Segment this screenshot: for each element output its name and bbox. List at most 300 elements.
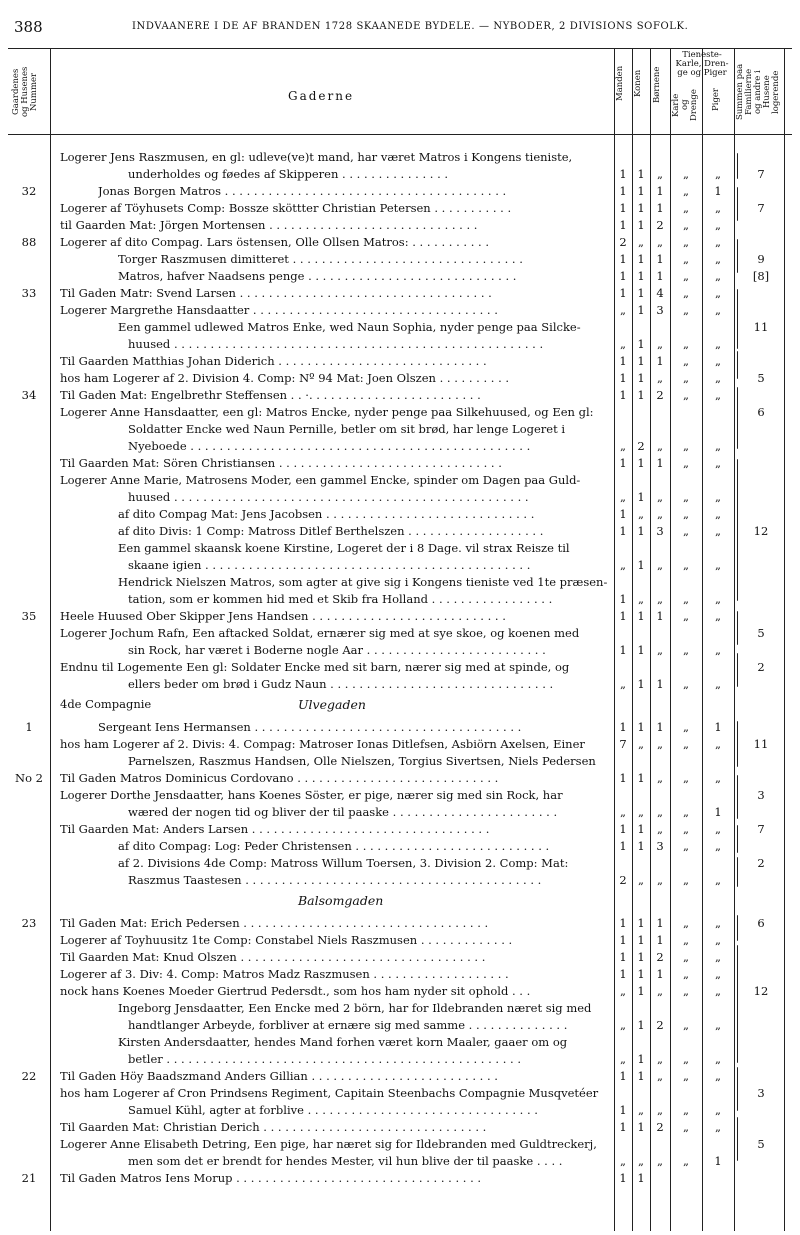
- count-m: „: [620, 337, 626, 351]
- street-heading: Ulvegaden: [298, 697, 366, 712]
- count-p: „: [715, 490, 721, 504]
- house-number: 1: [25, 720, 33, 734]
- ledger-row: [8, 1000, 792, 1017]
- count-m: 1: [619, 1171, 627, 1185]
- count-kd: „: [683, 677, 689, 691]
- count-kd: „: [683, 916, 689, 930]
- count-k: 1: [637, 269, 645, 283]
- count-m: 2: [619, 235, 627, 249]
- count-b: 1: [656, 916, 664, 930]
- entry-text: handtlanger Arbeyde, forbliver at ernære sig med samme . . . . . . . . . . . . . .: [128, 1018, 568, 1032]
- count-k: 1: [637, 984, 645, 998]
- count-k: 1: [637, 303, 645, 317]
- entry-text: Endnu til Logemente Een gl: Soldater Encke med sit barn, nærer sig med at spinde, og: [60, 660, 570, 674]
- ledger-row: [8, 370, 792, 387]
- ledger-row: [8, 1051, 792, 1068]
- header-gaderne: Gaderne: [288, 89, 355, 103]
- entry-text: Til Gaarden Mat: Christian Derich . . . . . . . . . . . . . . . . . . . . . . . . . . . . . . .: [60, 1120, 487, 1134]
- count-kd: „: [683, 1103, 689, 1117]
- family-sum: 6: [757, 916, 765, 930]
- entry-text: Logerer Anne Marie, Matrosens Moder, een gammel Encke, spinder om Dagen paa Guld-: [60, 473, 581, 487]
- count-kd: „: [683, 873, 689, 887]
- ledger-row: [8, 217, 792, 234]
- count-p: „: [715, 507, 721, 521]
- count-p: „: [715, 592, 721, 606]
- count-k: 2: [637, 439, 645, 453]
- count-p: 1: [714, 1154, 722, 1168]
- count-kd: „: [683, 984, 689, 998]
- ledger-row: [8, 855, 792, 872]
- ledger-row: [8, 1017, 792, 1034]
- count-p: „: [715, 1052, 721, 1066]
- count-b: „: [657, 643, 663, 657]
- count-k: „: [638, 1154, 644, 1168]
- count-k: 1: [637, 950, 645, 964]
- house-number: 33: [21, 286, 37, 300]
- ledger-row: [8, 1119, 792, 1136]
- count-p: „: [715, 916, 721, 930]
- count-k: 1: [637, 771, 645, 785]
- count-p: „: [715, 456, 721, 470]
- ledger-row: [8, 149, 792, 166]
- count-m: „: [620, 490, 626, 504]
- section-heading: [8, 893, 792, 913]
- house-number: 22: [21, 1069, 37, 1083]
- ledger-row: [8, 676, 792, 693]
- ledger-row: [8, 523, 792, 540]
- count-k: 1: [637, 252, 645, 266]
- count-m: 1: [619, 950, 627, 964]
- entry-text: Til Gaarden Matthias Johan Diderich . . . . . . . . . . . . . . . . . . . . . . . . . . . . .: [60, 354, 487, 368]
- ledger-row: [8, 183, 792, 200]
- ledger-row: [8, 251, 792, 268]
- brace-group: [737, 775, 738, 819]
- ledger-row: [8, 872, 792, 889]
- ledger-row: [8, 787, 792, 804]
- page-number: 388: [14, 18, 43, 36]
- count-p: „: [715, 303, 721, 317]
- entry-text: Logerer af Töyhusets Comp: Bossze sköttter Christian Petersen . . . . . . . . . . .: [60, 201, 512, 215]
- count-b: „: [657, 490, 663, 504]
- count-m: 1: [619, 252, 627, 266]
- ledger-row: [8, 166, 792, 183]
- count-p: „: [715, 269, 721, 283]
- ledger-row: [8, 1170, 792, 1187]
- brace-group: [737, 459, 738, 601]
- count-kd: „: [683, 1052, 689, 1066]
- entry-text: Til Gaden Matros Iens Morup . . . . . . . . . . . . . . . . . . . . . . . . . . . . . . . . . .: [60, 1171, 482, 1185]
- count-b: „: [657, 371, 663, 385]
- ledger-row: [8, 285, 792, 302]
- ledger-table: [8, 48, 792, 1231]
- count-k: 1: [637, 337, 645, 351]
- count-b: 1: [656, 720, 664, 734]
- ledger-row: [8, 1034, 792, 1051]
- count-kd: „: [683, 490, 689, 504]
- header-house-numbers: Gaardenes og Husenes Nummer: [11, 66, 39, 118]
- brace-group: [737, 153, 738, 179]
- entry-text: Kirsten Andersdaatter, hendes Mand forhen været korn Maaler, gaaer om og: [118, 1035, 568, 1049]
- ledger-row: [8, 540, 792, 557]
- count-kd: „: [683, 303, 689, 317]
- ledger-row: [8, 455, 792, 472]
- count-b: 1: [656, 609, 664, 623]
- entry-text: Logerer Margrethe Hansdaatter . . . . . . . . . . . . . . . . . . . . . . . . . . . . . . . . . .: [60, 303, 498, 317]
- count-k: „: [638, 737, 644, 751]
- header-manden: Manden: [615, 65, 625, 101]
- count-k: 1: [637, 524, 645, 538]
- street-heading: Balsomgaden: [298, 893, 384, 908]
- count-kd: „: [683, 950, 689, 964]
- ledger-row: [8, 387, 792, 404]
- count-kd: „: [683, 839, 689, 853]
- count-p: „: [715, 252, 721, 266]
- count-kd: „: [683, 822, 689, 836]
- count-b: „: [657, 439, 663, 453]
- count-kd: „: [683, 167, 689, 181]
- count-kd: „: [683, 592, 689, 606]
- ledger-row: [8, 1085, 792, 1102]
- count-p: „: [715, 771, 721, 785]
- section-heading: [8, 697, 792, 717]
- brace-group: [737, 351, 738, 379]
- count-m: „: [620, 1052, 626, 1066]
- count-p: „: [715, 839, 721, 853]
- count-k: 1: [637, 1018, 645, 1032]
- count-b: „: [657, 1052, 663, 1066]
- running-title: INDVAANERE I DE AF BRANDEN 1728 SKAANEDE BYDELE. — NYBODER, 2 DIVISIONS SOFOLK.: [132, 21, 689, 32]
- ledger-row: [8, 625, 792, 642]
- ledger-row: [8, 608, 792, 625]
- entry-text: Logerer af Toyhuusitz 1te Comp: Constabel Niels Raszmusen . . . . . . . . . . . . .: [60, 933, 513, 947]
- entry-text: Til Gaden Mat: Engelbrethr Steffensen . . ·. . . . . . . . . . . . . . . . . . . . . . . .: [60, 388, 481, 402]
- count-kd: „: [683, 1154, 689, 1168]
- count-k: „: [638, 507, 644, 521]
- count-m: 1: [619, 184, 627, 198]
- brace-group: [737, 721, 738, 767]
- family-sum: 5: [757, 371, 765, 385]
- count-p: „: [715, 524, 721, 538]
- brace-group: [737, 187, 738, 221]
- entry-text: Een gammel skaansk koene Kirstine, Logeret der i 8 Dage. vil strax Reisze til: [118, 541, 570, 555]
- count-k: 1: [637, 201, 645, 215]
- brace-group: [737, 611, 738, 645]
- entry-text: Til Gaden Mat: Erich Pedersen . . . . . . . . . . . . . . . . . . . . . . . . . . . . . . . . . .: [60, 916, 489, 930]
- entry-text: hos ham Logerer af 2. Divis: 4. Compag: Matroser Ionas Ditlefsen, Asbiörn Axelsen, Einer: [60, 737, 585, 751]
- count-k: 1: [637, 184, 645, 198]
- entry-text: Logerer Anne Hansdaatter, een gl: Matros Encke, nyder penge paa Silkehuused, og Een gl:: [60, 405, 594, 419]
- entry-text: Til Gaarden Mat: Anders Larsen . . . . . . . . . . . . . . . . . . . . . . . . . . . . . . . . .: [60, 822, 490, 836]
- ledger-row: [8, 302, 792, 319]
- family-sum: 7: [757, 201, 765, 215]
- count-p: „: [715, 354, 721, 368]
- ledger-row: [8, 770, 792, 787]
- count-k: „: [638, 805, 644, 819]
- count-p: „: [715, 201, 721, 215]
- ledger-row: [8, 438, 792, 455]
- count-m: 1: [619, 167, 627, 181]
- count-kd: „: [683, 609, 689, 623]
- count-m: 1: [619, 354, 627, 368]
- count-m: 1: [619, 456, 627, 470]
- entry-text: Til Gaarden Mat: Sören Christiansen . . . . . . . . . . . . . . . . . . . . . . . . . . . . . . .: [60, 456, 502, 470]
- count-p: „: [715, 337, 721, 351]
- brace-group: [737, 239, 738, 273]
- count-m: 1: [619, 1069, 627, 1083]
- count-k: 1: [637, 720, 645, 734]
- count-b: 1: [656, 252, 664, 266]
- ledger-row: [8, 1102, 792, 1119]
- count-b: „: [657, 337, 663, 351]
- entry-text: men som det er brendt for hendes Mester, vil hun blive der til paaske . . . .: [128, 1154, 563, 1168]
- ledger-row: [8, 983, 792, 1000]
- count-kd: „: [683, 643, 689, 657]
- count-m: 1: [619, 218, 627, 232]
- company-label: 4de Compagnie: [60, 697, 152, 711]
- brace-group: [737, 825, 738, 853]
- count-kd: „: [683, 456, 689, 470]
- count-m: „: [620, 677, 626, 691]
- count-b: „: [657, 167, 663, 181]
- ledger-row: [8, 915, 792, 932]
- entry-text: hos ham Logerer af Cron Prindsens Regiment, Capitain Steenbachs Compagnie Musqvetéer: [60, 1086, 599, 1100]
- count-m: 2: [619, 873, 627, 887]
- count-k: 1: [637, 388, 645, 402]
- count-kd: „: [683, 967, 689, 981]
- entry-text: Logerer Dorthe Jensdaatter, hans Koenes Söster, er pige, nærer sig med sin Rock, har: [60, 788, 563, 802]
- brace-group: [737, 289, 738, 349]
- count-m: 1: [619, 371, 627, 385]
- count-b: 1: [656, 456, 664, 470]
- count-m: 1: [619, 388, 627, 402]
- ledger-row: [8, 821, 792, 838]
- family-sum: 5: [757, 626, 765, 640]
- family-sum: 11: [753, 737, 769, 751]
- count-k: 1: [637, 558, 645, 572]
- brace-group: [737, 1117, 738, 1161]
- entry-text: Soldatter Encke wed Naun Pernille, betler om sit brød, har lenge Logeret i: [128, 422, 566, 436]
- house-number: 23: [21, 916, 37, 930]
- count-b: 1: [656, 184, 664, 198]
- ledger-row: [8, 753, 792, 770]
- count-k: 1: [637, 677, 645, 691]
- count-kd: „: [683, 388, 689, 402]
- running-head: [14, 18, 786, 38]
- count-b: „: [657, 771, 663, 785]
- count-b: „: [657, 805, 663, 819]
- count-b: 4: [656, 286, 664, 300]
- count-kd: „: [683, 354, 689, 368]
- count-k: 1: [637, 354, 645, 368]
- count-k: 1: [637, 916, 645, 930]
- count-p: „: [715, 218, 721, 232]
- count-kd: „: [683, 558, 689, 572]
- count-kd: „: [683, 201, 689, 215]
- count-b: „: [657, 737, 663, 751]
- count-b: 1: [656, 201, 664, 215]
- entry-text: af dito Divis: 1 Comp: Matross Ditlef Berthelszen . . . . . . . . . . . . . . . . . . .: [118, 524, 544, 538]
- count-p: „: [715, 873, 721, 887]
- count-kd: „: [683, 1120, 689, 1134]
- count-b: 3: [656, 524, 664, 538]
- count-m: 1: [619, 967, 627, 981]
- ledger-row: [8, 200, 792, 217]
- family-sum: 7: [757, 167, 765, 181]
- count-b: 2: [656, 388, 664, 402]
- count-k: 1: [637, 1171, 645, 1185]
- count-m: 1: [619, 201, 627, 215]
- entry-text: Logerer af 3. Div: 4. Comp: Matros Madz Raszmusen . . . . . . . . . . . . . . . . . . .: [60, 967, 509, 981]
- entry-text: Torger Raszmusen dimitteret . . . . . . . . . . . . . . . . . . . . . . . . . . . . . . . .: [118, 252, 523, 266]
- count-b: 3: [656, 303, 664, 317]
- count-p: „: [715, 388, 721, 402]
- count-m: „: [620, 1018, 626, 1032]
- house-number: 88: [21, 235, 37, 249]
- count-b: „: [657, 1103, 663, 1117]
- count-b: 1: [656, 967, 664, 981]
- count-p: „: [715, 984, 721, 998]
- count-kd: „: [683, 737, 689, 751]
- house-number: 34: [21, 388, 37, 402]
- count-p: 1: [714, 720, 722, 734]
- count-m: „: [620, 303, 626, 317]
- count-p: „: [715, 1120, 721, 1134]
- count-p: „: [715, 286, 721, 300]
- header-summen: Summen paa Familierne og andre i Husene logerende: [735, 63, 781, 121]
- count-kd: „: [683, 218, 689, 232]
- entry-text: ellers beder om brød i Gudz Naun . . . . . . . . . . . . . . . . . . . . . . . . . . . . . . .: [128, 677, 554, 691]
- ledger-row: [8, 336, 792, 353]
- header-karle: Karle og Drenge: [671, 89, 699, 121]
- brace-group: [737, 653, 738, 687]
- entry-text: Logerer Jens Raszmusen, en gl: udleve(ve)t mand, har været Matros i Kongens tieniste,: [60, 150, 573, 164]
- entry-text: Logerer Jochum Rafn, Een aftacked Soldat, ernærer sig med at sye skoe, og koenen med: [60, 626, 580, 640]
- family-sum: 6: [757, 405, 765, 419]
- entry-text: Parnelszen, Raszmus Handsen, Olle Nielszen, Torgius Sivertsen, Niels Pedersen: [128, 754, 596, 768]
- ledger-row: [8, 659, 792, 676]
- entry-text: af dito Compag Mat: Jens Jacobsen . . . . . . . . . . . . . . . . . . . . . . . . . . . . .: [118, 507, 535, 521]
- count-m: 1: [619, 720, 627, 734]
- count-p: 1: [714, 184, 722, 198]
- count-b: „: [657, 592, 663, 606]
- count-k: 1: [637, 609, 645, 623]
- entry-text: Sergeant Iens Hermansen . . . . . . . . . . . . . . . . . . . . . . . . . . . . . . . . . . . . .: [98, 720, 522, 734]
- count-kd: „: [683, 720, 689, 734]
- entry-text: Jonas Borgen Matros . . . . . . . . . . . . . . . . . . . . . . . . . . . . . . . . . . . . . . .: [98, 184, 507, 198]
- family-sum: 7: [757, 822, 765, 836]
- count-m: 7: [619, 737, 627, 751]
- count-p: „: [715, 609, 721, 623]
- ledger-row: [8, 234, 792, 251]
- count-p: „: [715, 1103, 721, 1117]
- entry-text: betler . . . . . . . . . . . . . . . . . . . . . . . . . . . . . . . . . . . . . . . . . . . . . . . . .: [128, 1052, 522, 1066]
- entry-text: Matros, hafver Naadsens penge . . . . . . . . . . . . . . . . . . . . . . . . . . . . .: [118, 269, 517, 283]
- entry-text: Til Gaden Höy Baadszmand Anders Gillian . . . . . . . . . . . . . . . . . . . . . . . . . .: [60, 1069, 498, 1083]
- entry-text: hos ham Logerer af 2. Division 4. Comp: Nº 94 Mat: Joen Olszen . . . . . . . . . .: [60, 371, 510, 385]
- count-k: 1: [637, 822, 645, 836]
- count-kd: „: [683, 269, 689, 283]
- count-kd: „: [683, 371, 689, 385]
- family-sum: 3: [757, 788, 765, 802]
- count-m: 1: [619, 916, 627, 930]
- count-b: „: [657, 558, 663, 572]
- count-k: 1: [637, 456, 645, 470]
- family-sum: 12: [753, 984, 769, 998]
- header-bornene: Børnene: [652, 66, 662, 104]
- count-k: 1: [637, 1069, 645, 1083]
- ledger-row: [8, 421, 792, 438]
- count-k: 1: [637, 490, 645, 504]
- count-m: „: [620, 558, 626, 572]
- ledger-row: [8, 319, 792, 336]
- entry-text: tation, som er kommen hid med et Skib fra Holland . . . . . . . . . . . . . . . . .: [128, 592, 553, 606]
- count-kd: „: [683, 933, 689, 947]
- entry-text: huused . . . . . . . . . . . . . . . . . . . . . . . . . . . . . . . . . . . . . . . . . . . . . . . . . . .: [128, 337, 544, 351]
- count-b: 2: [656, 950, 664, 964]
- ledger-row: [8, 642, 792, 659]
- count-kd: „: [683, 524, 689, 538]
- count-k: 1: [637, 967, 645, 981]
- count-m: „: [620, 805, 626, 819]
- count-b: „: [657, 984, 663, 998]
- ledger-row: [8, 1068, 792, 1085]
- family-sum: 9: [757, 252, 765, 266]
- family-sum: 12: [753, 524, 769, 538]
- entry-text: af dito Compag: Log: Peder Christensen . . . . . . . . . . . . . . . . . . . . . . . . . . .: [118, 839, 550, 853]
- count-kd: „: [683, 1069, 689, 1083]
- entry-text: Raszmus Taastesen . . . . . . . . . . . . . . . . . . . . . . . . . . . . . . . . . . . . . . . . .: [128, 873, 542, 887]
- count-b: „: [657, 1154, 663, 1168]
- count-m: 1: [619, 507, 627, 521]
- count-b: 1: [656, 933, 664, 947]
- brace-group: [737, 1067, 738, 1111]
- count-p: „: [715, 167, 721, 181]
- header-konen: Konen: [633, 69, 643, 97]
- count-kd: „: [683, 1018, 689, 1032]
- count-p: „: [715, 737, 721, 751]
- header-piger: Piger: [711, 88, 721, 112]
- count-m: „: [620, 439, 626, 453]
- count-b: „: [657, 873, 663, 887]
- count-m: 1: [619, 771, 627, 785]
- ledger-row: [8, 1153, 792, 1170]
- count-kd: „: [683, 805, 689, 819]
- count-m: 1: [619, 839, 627, 853]
- entry-text: Ingeborg Jensdaatter, Een Encke med 2 börn, har for Ildebranden næret sig med: [118, 1001, 592, 1015]
- entry-text: Heele Huused Ober Skipper Jens Handsen . . . . . . . . . . . . . . . . . . . . . . . . . . .: [60, 609, 506, 623]
- count-p: „: [715, 1069, 721, 1083]
- entry-text: Til Gaarden Mat: Knud Olszen . . . . . . . . . . . . . . . . . . . . . . . . . . . . . . . . . .: [60, 950, 486, 964]
- count-m: 1: [619, 286, 627, 300]
- entry-text: af 2. Divisions 4de Comp: Matross Willum Toersen, 3. Division 2. Comp: Mat:: [118, 856, 569, 870]
- ledger-row: [8, 268, 792, 285]
- ledger-row: [8, 1136, 792, 1153]
- ledger-row: [8, 574, 792, 591]
- count-b: 1: [656, 269, 664, 283]
- count-b: „: [657, 235, 663, 249]
- count-kd: „: [683, 337, 689, 351]
- count-k: 1: [637, 167, 645, 181]
- family-sum: 5: [757, 1137, 765, 1151]
- count-b: „: [657, 507, 663, 521]
- count-k: 1: [637, 218, 645, 232]
- count-m: „: [620, 984, 626, 998]
- count-p: „: [715, 677, 721, 691]
- count-k: „: [638, 592, 644, 606]
- entry-text: wæred der nogen tid og bliver der til paaske . . . . . . . . . . . . . . . . . . . . . . .: [128, 805, 558, 819]
- entry-text: underholdes og føedes af Skipperen . . . . . . . . . . . . . . .: [128, 167, 449, 181]
- ledger-row: [8, 506, 792, 523]
